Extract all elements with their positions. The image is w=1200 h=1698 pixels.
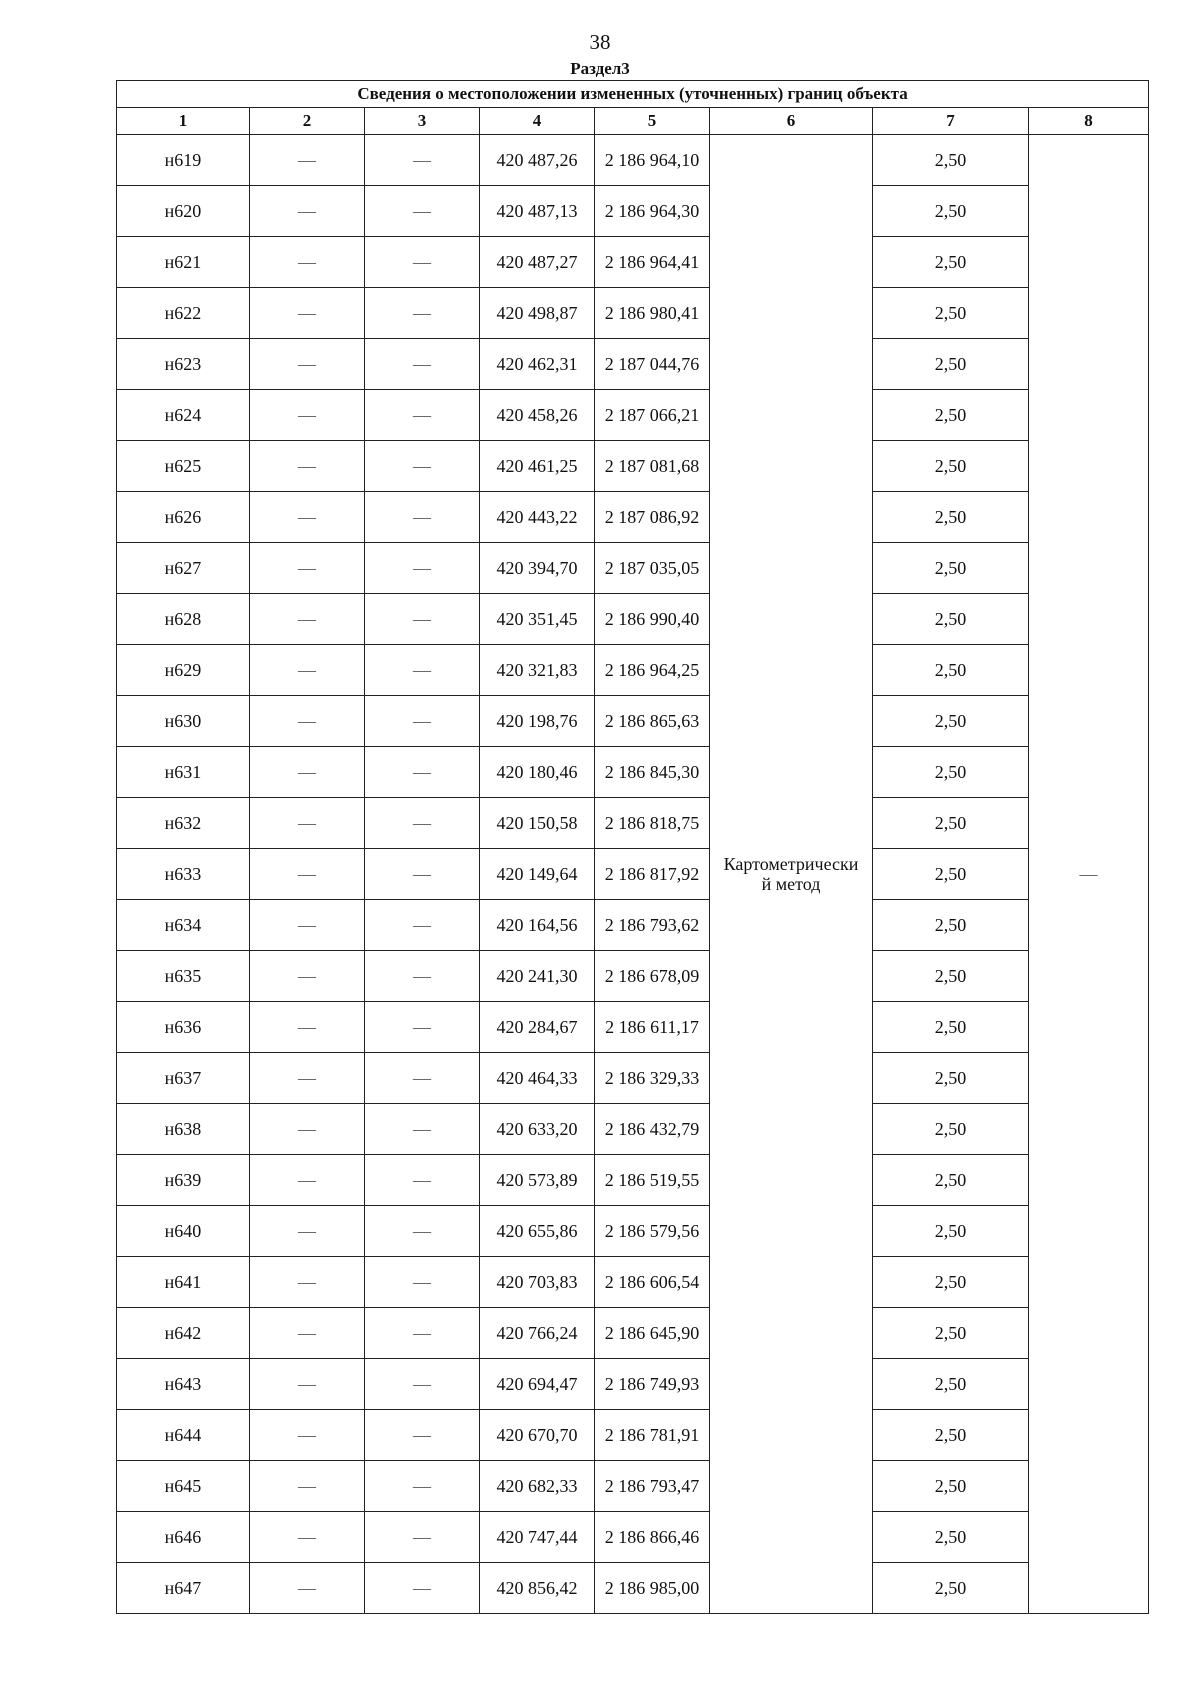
column-header: 2 [250,108,365,135]
table-row [117,441,1149,492]
column2-cell: — [250,288,365,339]
x-coordinate-cell: 420 458,26 [480,390,595,441]
column3-cell: — [365,849,480,900]
column3-cell: — [365,747,480,798]
table-row [117,645,1149,696]
column2-cell: — [250,594,365,645]
column2-cell: — [250,1155,365,1206]
accuracy-cell: 2,50 [873,645,1029,696]
column3-cell: — [365,390,480,441]
y-coordinate-cell: 2 186 519,55 [595,1155,710,1206]
column2-cell: — [250,1512,365,1563]
column2-cell: — [250,1257,365,1308]
accuracy-cell: 2,50 [873,339,1029,390]
y-coordinate-cell: 2 186 817,92 [595,849,710,900]
x-coordinate-cell: 420 150,58 [480,798,595,849]
accuracy-cell: 2,50 [873,135,1029,186]
point-id-cell: н626 [117,492,250,543]
y-coordinate-cell: 2 186 611,17 [595,1002,710,1053]
y-coordinate-cell: 2 186 866,46 [595,1512,710,1563]
accuracy-cell: 2,50 [873,492,1029,543]
table-row [117,1359,1149,1410]
y-coordinate-cell: 2 186 606,54 [595,1257,710,1308]
column3-cell: — [365,1002,480,1053]
column2-cell: — [250,1359,365,1410]
accuracy-cell: 2,50 [873,1104,1029,1155]
x-coordinate-cell: 420 487,13 [480,186,595,237]
column2-cell: — [250,1410,365,1461]
accuracy-cell: 2,50 [873,441,1029,492]
point-id-cell: н634 [117,900,250,951]
point-id-cell: н624 [117,390,250,441]
coordinates-table [116,80,1149,1614]
x-coordinate-cell: 420 462,31 [480,339,595,390]
point-id-cell: н619 [117,135,250,186]
table-row [117,900,1149,951]
x-coordinate-cell: 420 747,44 [480,1512,595,1563]
column3-cell: — [365,1155,480,1206]
y-coordinate-cell: 2 186 432,79 [595,1104,710,1155]
accuracy-cell: 2,50 [873,594,1029,645]
table-row [117,849,1149,900]
column3-cell: — [365,339,480,390]
column3-cell: — [365,288,480,339]
y-coordinate-cell: 2 186 985,00 [595,1563,710,1614]
accuracy-cell: 2,50 [873,1002,1029,1053]
accuracy-cell: 2,50 [873,1461,1029,1512]
column2-cell: — [250,1563,365,1614]
table-row [117,543,1149,594]
column-header: 4 [480,108,595,135]
point-id-cell: н621 [117,237,250,288]
column-header: 3 [365,108,480,135]
column3-cell: — [365,1359,480,1410]
column3-cell: — [365,1308,480,1359]
x-coordinate-cell: 420 164,56 [480,900,595,951]
accuracy-cell: 2,50 [873,696,1029,747]
column3-cell: — [365,1512,480,1563]
accuracy-cell: 2,50 [873,1308,1029,1359]
column3-cell: — [365,594,480,645]
table-row [117,747,1149,798]
y-coordinate-cell: 2 186 749,93 [595,1359,710,1410]
y-coordinate-cell: 2 186 990,40 [595,594,710,645]
column2-cell: — [250,849,365,900]
point-id-cell: н639 [117,1155,250,1206]
accuracy-cell: 2,50 [873,747,1029,798]
y-coordinate-cell: 2 186 964,10 [595,135,710,186]
table-row [117,390,1149,441]
column3-cell: — [365,237,480,288]
table-row [117,1410,1149,1461]
table-row [117,1155,1149,1206]
accuracy-cell: 2,50 [873,900,1029,951]
x-coordinate-cell: 420 766,24 [480,1308,595,1359]
accuracy-cell: 2,50 [873,1563,1029,1614]
point-id-cell: н637 [117,1053,250,1104]
x-coordinate-cell: 420 461,25 [480,441,595,492]
column2-cell: — [250,237,365,288]
x-coordinate-cell: 420 655,86 [480,1206,595,1257]
x-coordinate-cell: 420 284,67 [480,1002,595,1053]
column2-cell: — [250,543,365,594]
accuracy-cell: 2,50 [873,1359,1029,1410]
point-id-cell: н644 [117,1410,250,1461]
column3-cell: — [365,900,480,951]
column2-cell: — [250,1461,365,1512]
point-id-cell: н643 [117,1359,250,1410]
point-id-cell: н632 [117,798,250,849]
column2-cell: — [250,441,365,492]
point-id-cell: н625 [117,441,250,492]
column-header: 8 [1029,108,1149,135]
accuracy-cell: 2,50 [873,186,1029,237]
point-id-cell: н631 [117,747,250,798]
y-coordinate-cell: 2 187 086,92 [595,492,710,543]
column2-cell: — [250,1053,365,1104]
column-header: 6 [710,108,873,135]
x-coordinate-cell: 420 670,70 [480,1410,595,1461]
y-coordinate-cell: 2 186 678,09 [595,951,710,1002]
accuracy-cell: 2,50 [873,1206,1029,1257]
point-id-cell: н636 [117,1002,250,1053]
table-row [117,1002,1149,1053]
column2-cell: — [250,798,365,849]
x-coordinate-cell: 420 498,87 [480,288,595,339]
point-id-cell: н623 [117,339,250,390]
x-coordinate-cell: 420 443,22 [480,492,595,543]
accuracy-cell: 2,50 [873,798,1029,849]
y-coordinate-cell: 2 186 964,30 [595,186,710,237]
table-row [117,237,1149,288]
table-row [117,1053,1149,1104]
y-coordinate-cell: 2 186 793,47 [595,1461,710,1512]
column3-cell: — [365,1461,480,1512]
column3-cell: — [365,1257,480,1308]
column3-cell: — [365,543,480,594]
column-header: 5 [595,108,710,135]
x-coordinate-cell: 420 856,42 [480,1563,595,1614]
x-coordinate-cell: 420 149,64 [480,849,595,900]
point-id-cell: н622 [117,288,250,339]
point-id-cell: н628 [117,594,250,645]
accuracy-cell: 2,50 [873,237,1029,288]
accuracy-cell: 2,50 [873,543,1029,594]
x-coordinate-cell: 420 394,70 [480,543,595,594]
column2-cell: — [250,135,365,186]
point-id-cell: н627 [117,543,250,594]
y-coordinate-cell: 2 186 579,56 [595,1206,710,1257]
column2-cell: — [250,696,365,747]
table-row [117,798,1149,849]
column3-cell: — [365,492,480,543]
column3-cell: — [365,441,480,492]
table-caption: Сведения о местоположении измененных (уточненных) границ объекта [117,81,1149,108]
column-header-row [117,108,1149,135]
x-coordinate-cell: 420 321,83 [480,645,595,696]
accuracy-cell: 2,50 [873,288,1029,339]
accuracy-cell: 2,50 [873,390,1029,441]
section-title: Раздел3 [570,59,630,78]
accuracy-cell: 2,50 [873,1512,1029,1563]
table-body [117,135,1149,1614]
x-coordinate-cell: 420 487,27 [480,237,595,288]
point-id-cell: н646 [117,1512,250,1563]
x-coordinate-cell: 420 573,89 [480,1155,595,1206]
point-id-cell: н630 [117,696,250,747]
column8-cell: — [1029,135,1149,1614]
accuracy-cell: 2,50 [873,1053,1029,1104]
accuracy-cell: 2,50 [873,1155,1029,1206]
table-row [117,1206,1149,1257]
table-row [117,1257,1149,1308]
point-id-cell: н642 [117,1308,250,1359]
point-id-cell: н620 [117,186,250,237]
x-coordinate-cell: 420 351,45 [480,594,595,645]
y-coordinate-cell: 2 186 645,90 [595,1308,710,1359]
column3-cell: — [365,1410,480,1461]
y-coordinate-cell: 2 187 066,21 [595,390,710,441]
column3-cell: — [365,186,480,237]
point-id-cell: н647 [117,1563,250,1614]
y-coordinate-cell: 2 187 035,05 [595,543,710,594]
y-coordinate-cell: 2 186 980,41 [595,288,710,339]
x-coordinate-cell: 420 633,20 [480,1104,595,1155]
column3-cell: — [365,1053,480,1104]
column3-cell: — [365,1563,480,1614]
column3-cell: — [365,135,480,186]
table-row [117,1104,1149,1155]
column-header: 7 [873,108,1029,135]
column3-cell: — [365,1104,480,1155]
column3-cell: — [365,645,480,696]
column2-cell: — [250,1002,365,1053]
table-row [117,594,1149,645]
column2-cell: — [250,186,365,237]
y-coordinate-cell: 2 186 781,91 [595,1410,710,1461]
x-coordinate-cell: 420 694,47 [480,1359,595,1410]
x-coordinate-cell: 420 198,76 [480,696,595,747]
method-cell: Картометрически й метод [710,135,873,1614]
point-id-cell: н629 [117,645,250,696]
point-id-cell: н635 [117,951,250,1002]
x-coordinate-cell: 420 682,33 [480,1461,595,1512]
column2-cell: — [250,1104,365,1155]
y-coordinate-cell: 2 186 329,33 [595,1053,710,1104]
column-header: 1 [117,108,250,135]
x-coordinate-cell: 420 241,30 [480,951,595,1002]
page-number: 38 [589,30,611,54]
table-row [117,186,1149,237]
accuracy-cell: 2,50 [873,1257,1029,1308]
x-coordinate-cell: 420 703,83 [480,1257,595,1308]
table-row [117,135,1149,186]
y-coordinate-cell: 2 186 793,62 [595,900,710,951]
column3-cell: — [365,798,480,849]
accuracy-cell: 2,50 [873,951,1029,1002]
y-coordinate-cell: 2 186 845,30 [595,747,710,798]
table-row [117,492,1149,543]
accuracy-cell: 2,50 [873,1410,1029,1461]
point-id-cell: н638 [117,1104,250,1155]
column2-cell: — [250,951,365,1002]
accuracy-cell: 2,50 [873,849,1029,900]
column2-cell: — [250,390,365,441]
table-row [117,951,1149,1002]
y-coordinate-cell: 2 186 964,41 [595,237,710,288]
column2-cell: — [250,900,365,951]
table-row [117,288,1149,339]
table-row [117,1308,1149,1359]
x-coordinate-cell: 420 487,26 [480,135,595,186]
table-row [117,339,1149,390]
y-coordinate-cell: 2 186 818,75 [595,798,710,849]
column2-cell: — [250,747,365,798]
point-id-cell: н645 [117,1461,250,1512]
column3-cell: — [365,696,480,747]
column3-cell: — [365,1206,480,1257]
column2-cell: — [250,645,365,696]
column3-cell: — [365,951,480,1002]
column2-cell: — [250,1308,365,1359]
point-id-cell: н641 [117,1257,250,1308]
table-row [117,1512,1149,1563]
x-coordinate-cell: 420 464,33 [480,1053,595,1104]
x-coordinate-cell: 420 180,46 [480,747,595,798]
y-coordinate-cell: 2 186 964,25 [595,645,710,696]
y-coordinate-cell: 2 186 865,63 [595,696,710,747]
point-id-cell: н633 [117,849,250,900]
column2-cell: — [250,339,365,390]
column2-cell: — [250,1206,365,1257]
y-coordinate-cell: 2 187 044,76 [595,339,710,390]
column2-cell: — [250,492,365,543]
table-row [117,1461,1149,1512]
point-id-cell: н640 [117,1206,250,1257]
table-row [117,696,1149,747]
y-coordinate-cell: 2 187 081,68 [595,441,710,492]
table-row [117,1563,1149,1614]
